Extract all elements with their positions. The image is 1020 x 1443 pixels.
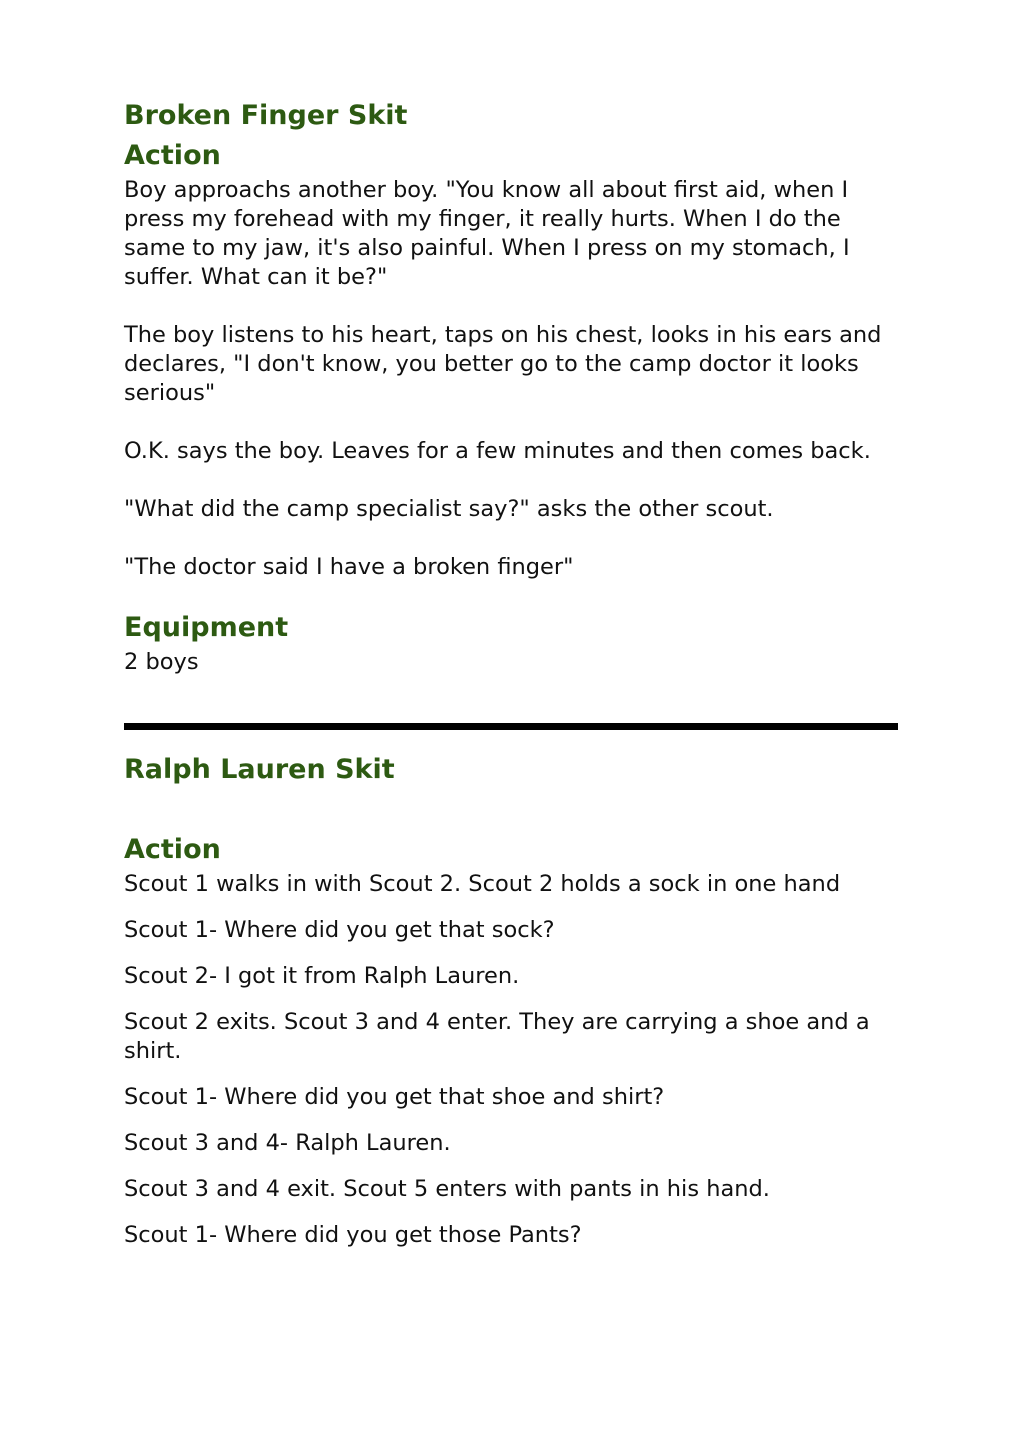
script-line: Scout 3 and 4- Ralph Lauren. (124, 1130, 451, 1156)
ralph-lauren-skit (124, 750, 898, 1250)
action-paragraph: "The doctor said I have a broken finger" (124, 554, 574, 580)
broken-finger-skit (124, 96, 898, 677)
section-divider (124, 723, 898, 730)
equipment-text: 2 boys (124, 649, 199, 675)
script-line: Scout 1- Where did you get that shoe and shirt? (124, 1084, 665, 1110)
skit-title: Ralph Lauren Skit (124, 754, 395, 785)
script-line: Scout 2 exits. Scout 3 and 4 enter. They are carrying a shoe and a shirt. (124, 1009, 870, 1064)
equipment-heading: Equipment (124, 612, 289, 643)
skit-title: Broken Finger Skit (124, 100, 408, 131)
action-heading: Action (124, 140, 221, 171)
script-line: Scout 1 walks in with Scout 2. Scout 2 holds a sock in one hand (124, 871, 841, 897)
script-line: Scout 1- Where did you get those Pants? (124, 1222, 582, 1248)
script-line: Scout 3 and 4 exit. Scout 5 enters with pants in his hand. (124, 1176, 770, 1202)
action-paragraph: The boy listens to his heart, taps on his chest, looks in his ears and declares, "I don't know, you better go to the camp doctor it looks serious" (124, 322, 882, 406)
action-heading: Action (124, 834, 221, 865)
document-page (124, 96, 898, 1250)
script-line: Scout 2- I got it from Ralph Lauren. (124, 963, 520, 989)
action-paragraph: O.K. says the boy. Leaves for a few minutes and then comes back. (124, 438, 871, 464)
script-line: Scout 1- Where did you get that sock? (124, 917, 555, 943)
action-paragraph: Boy approachs another boy. "You know all about first aid, when I press my forehead with my finger, it really hurts. When I do the same to my jaw, it's also painful. When I press on my stomach, I suffer. What can it be?" (124, 177, 850, 290)
action-paragraph: "What did the camp specialist say?" asks the other scout. (124, 496, 774, 522)
